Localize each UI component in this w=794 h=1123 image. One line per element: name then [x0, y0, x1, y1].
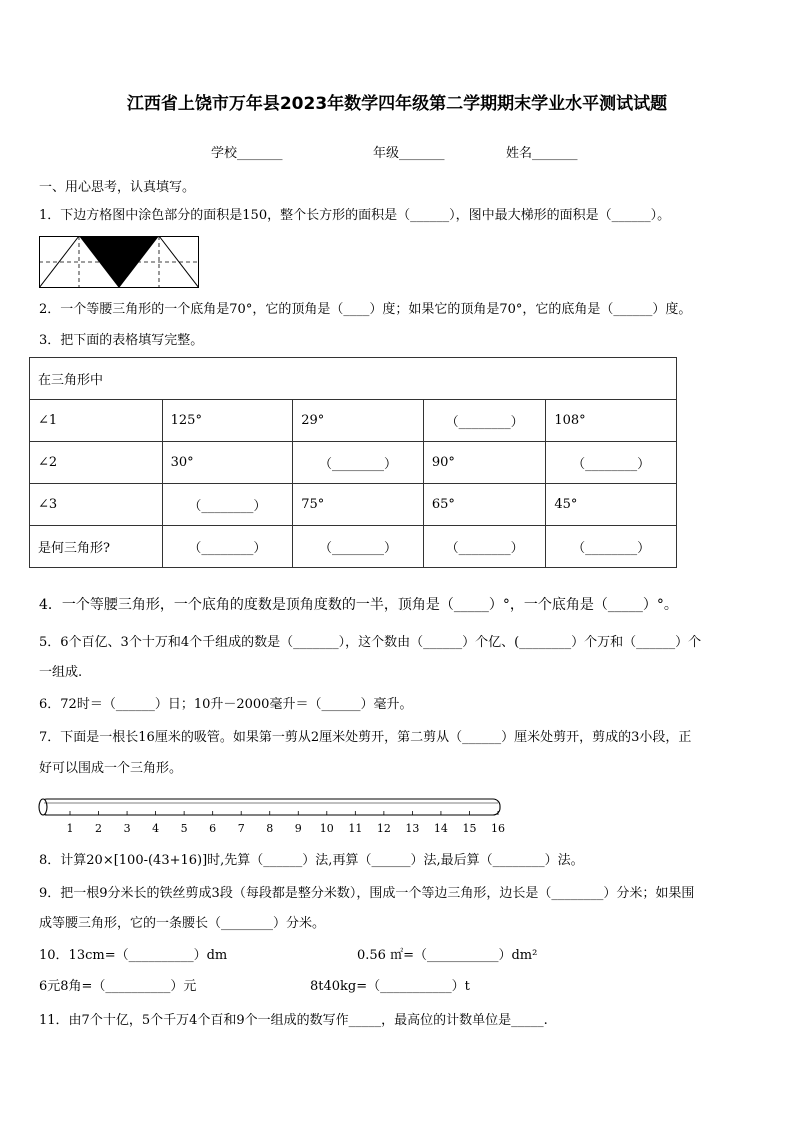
question-5-cont: 一组成.	[39, 665, 83, 680]
question-9: 9．把一根9分米长的铁丝剪成3段（每段都是整分米数），围成一个等边三角形，边长是（________）分米；如果围	[39, 886, 695, 901]
answer-blank[interactable]: （________）	[423, 400, 546, 442]
answer-blank[interactable]: （________）	[423, 526, 546, 568]
table-cell: 30°	[162, 442, 293, 484]
school-field: 学校_______	[211, 146, 283, 161]
grid-figure	[39, 236, 199, 288]
question-10d: 8t40kg=（___________）t	[310, 979, 470, 994]
question-10a: 10．13cm=（__________）dm	[39, 948, 228, 963]
question-11: 11．由7个十亿，5个千万4个百和9个一组成的数写作_____，最高位的计数单位是_____.	[39, 1013, 548, 1028]
grade-field: 年级_______	[373, 146, 445, 161]
row-label: ∠2	[30, 442, 163, 484]
table-row	[30, 484, 677, 526]
question-10c: 6元8角=（__________）元	[39, 979, 197, 994]
table-header: 在三角形中	[30, 358, 677, 400]
ruler-tick-label: 7	[237, 822, 245, 835]
answer-blank[interactable]: （________）	[162, 526, 293, 568]
question-3: 3．把下面的表格填写完整。	[39, 333, 204, 348]
ruler-tick-label: 12	[376, 822, 391, 835]
row-label: ∠1	[30, 400, 163, 442]
question-7-cont: 好可以围成一个三角形。	[39, 761, 183, 776]
row-label: ∠3	[30, 484, 163, 526]
question-10b: 0.56 ㎡=（___________）dm²	[357, 948, 538, 963]
question-9-cont: 成等腰三角形，它的一条腰长（________）分米。	[39, 916, 326, 931]
table-row	[30, 526, 677, 568]
question-2: 2．一个等腰三角形的一个底角是70°，它的顶角是（____）度；如果它的顶角是70°，它的底角是（______）度。	[39, 302, 692, 317]
ruler-tick-label: 16	[491, 822, 505, 835]
name-field: 姓名_______	[506, 146, 578, 161]
ruler-tick-label: 3	[123, 822, 131, 835]
table-cell: 29°	[293, 400, 424, 442]
question-6: 6．72时＝（______）日；10升－2000毫升＝（______）毫升。	[39, 697, 413, 712]
table-row	[30, 400, 677, 442]
ruler-tick-label: 4	[152, 822, 160, 835]
answer-blank[interactable]: （________）	[546, 442, 677, 484]
question-8: 8．计算20×[100-(43+16)]时,先算（______）法,再算（______）法,最后算（________）法。	[39, 853, 584, 868]
ruler-tick-label: 11	[348, 822, 363, 835]
section-heading: 一、用心思考，认真填写。	[39, 180, 196, 195]
table-cell: 45°	[546, 484, 677, 526]
question-4: 4．一个等腰三角形，一个底角的度数是顶角度数的一半，顶角是（_____）°，一个底角是（_____）°。	[39, 597, 678, 613]
ruler-tick-label: 6	[209, 822, 217, 835]
table-cell: 108°	[546, 400, 677, 442]
ruler-tick-label: 14	[433, 822, 448, 835]
answer-blank[interactable]: （________）	[293, 442, 424, 484]
triangle-table	[29, 357, 677, 568]
straw-figure	[36, 794, 516, 840]
question-5: 5．6个百亿、3个十万和4个千组成的数是（_______），这个数由（______）个亿、(________）个万和（______）个	[39, 635, 702, 650]
table-cell: 75°	[293, 484, 424, 526]
table-cell: 90°	[423, 442, 546, 484]
page-title: 江西省上饶市万年县2023年数学四年级第二学期期末学业水平测试试题	[126, 94, 668, 114]
ruler-tick-label: 13	[405, 822, 420, 835]
ruler-tick-label: 1	[66, 822, 74, 835]
ruler-tick-label: 2	[95, 822, 103, 835]
table-cell: 125°	[162, 400, 293, 442]
ruler-tick-label: 5	[180, 822, 188, 835]
question-7: 7．下面是一根长16厘米的吸管。如果第一剪从2厘米处剪开，第二剪从（______）厘米处剪开，剪成的3小段，正	[39, 730, 692, 745]
question-1: 1．下边方格图中涂色部分的面积是150，整个长方形的面积是（______），图中最大梯形的面积是（______）。	[39, 208, 671, 223]
table-cell: 65°	[423, 484, 546, 526]
answer-blank[interactable]: （________）	[546, 526, 677, 568]
ruler-tick-label: 15	[462, 822, 477, 835]
row-label: 是何三角形?	[30, 526, 163, 568]
answer-blank[interactable]: （________）	[162, 484, 293, 526]
answer-blank[interactable]: （________）	[293, 526, 424, 568]
ruler-tick-label: 10	[319, 822, 334, 835]
ruler-tick-label: 8	[266, 822, 274, 835]
ruler-tick-label: 9	[294, 822, 302, 835]
table-row	[30, 442, 677, 484]
